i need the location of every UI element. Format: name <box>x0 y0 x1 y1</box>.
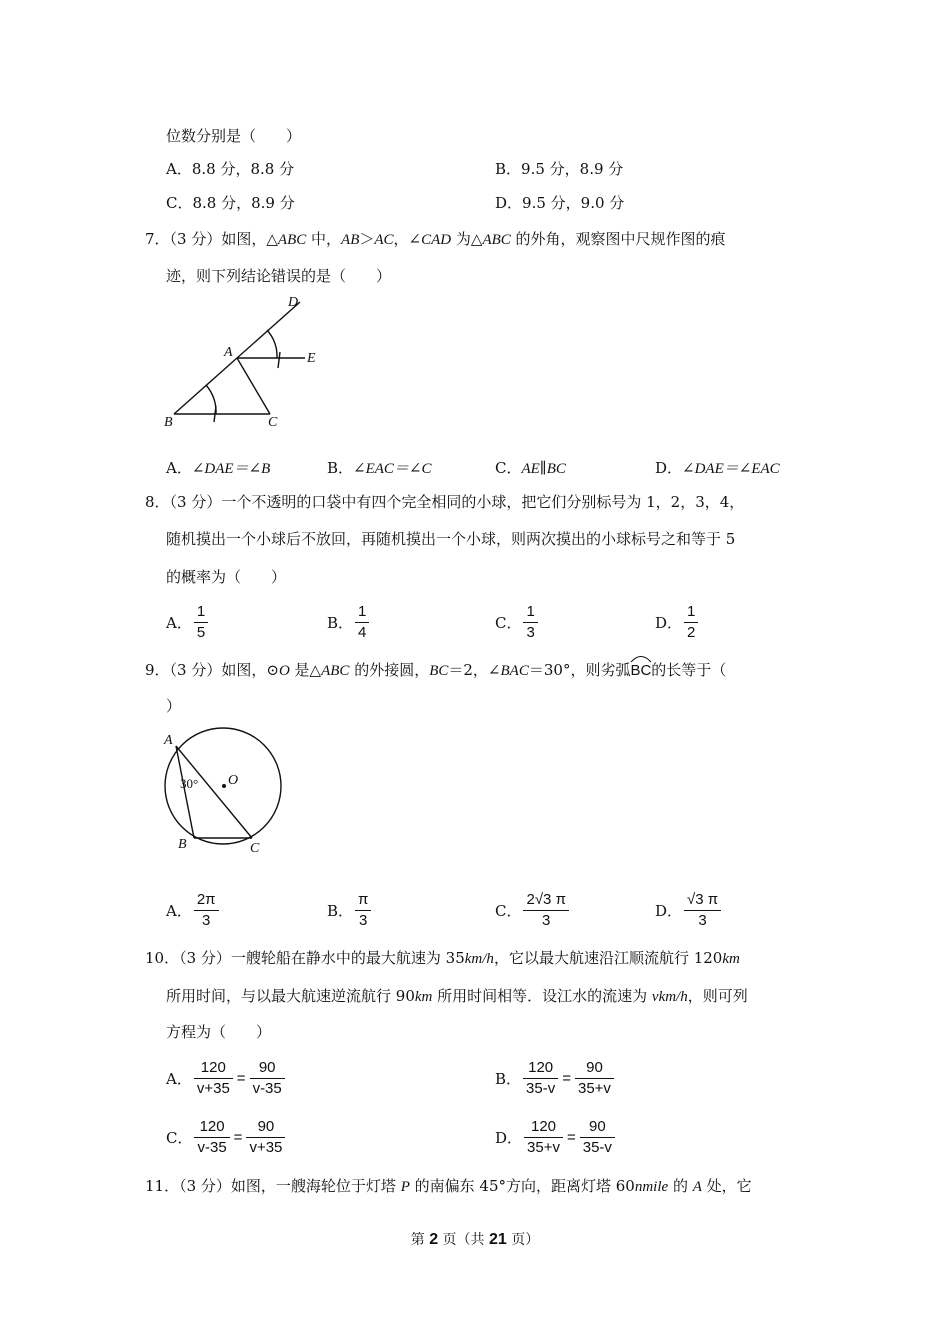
fraction <box>246 1117 285 1158</box>
q11-number: 11． <box>145 1177 180 1195</box>
fraction <box>523 602 537 643</box>
q11-math: nmile <box>634 1179 669 1195</box>
denominator: 5 <box>196 624 206 641</box>
denominator: 3 <box>526 624 535 641</box>
fraction <box>524 1117 563 1158</box>
q9-text: ＝2，∠ <box>448 661 501 679</box>
denominator: 35-v <box>582 1139 612 1156</box>
label-b: B <box>164 415 173 430</box>
option-letter: B． <box>495 1070 522 1088</box>
q10-math: km <box>414 989 433 1005</box>
numerator: 2π <box>194 890 219 911</box>
denominator: 2 <box>687 624 696 641</box>
q9-score: （3 分） <box>169 661 222 679</box>
denominator: v-35 <box>197 1139 227 1156</box>
denominator: 4 <box>358 624 367 641</box>
equals-sign: = <box>236 1070 246 1087</box>
label-a: A <box>164 733 173 748</box>
fraction <box>250 1058 285 1099</box>
q8-text: 一个不透明的口袋中有四个完全相同的小球，把它们分别标号为 1，2，3，4， <box>221 493 745 511</box>
option-letter: A． <box>166 614 192 632</box>
q7-math: AC <box>374 232 394 248</box>
q7-text: ＞ <box>359 230 375 248</box>
q8-stem-line1 <box>145 492 744 512</box>
q7-option-c[interactable] <box>495 458 566 479</box>
q8-option-c[interactable] <box>495 602 540 643</box>
option-text: AE∥BC <box>521 461 566 477</box>
q8-option-d[interactable] <box>655 602 700 643</box>
fraction <box>194 1117 229 1158</box>
line-ac <box>176 746 252 838</box>
numerator: 2√3 π <box>523 890 568 911</box>
fraction <box>580 1117 615 1158</box>
arc-label: BC <box>630 662 652 679</box>
q10-stem-line2 <box>166 986 748 1007</box>
q8-option-a[interactable] <box>166 602 210 643</box>
q10-math: vkm/h <box>651 989 688 1005</box>
q11-math: A <box>692 1179 702 1195</box>
arc-mark-icon <box>630 653 652 663</box>
q9-stem-line2: ） <box>166 697 182 715</box>
q7-math: ABC <box>482 232 511 248</box>
q10-option-d[interactable] <box>495 1117 617 1158</box>
option-letter: D． <box>655 459 683 477</box>
option-text: ∠DAE＝∠EAC <box>682 461 780 477</box>
q7-math: ABC <box>277 232 307 248</box>
q10-text: ，则可列 <box>687 987 748 1005</box>
denominator: 35-v <box>526 1080 556 1097</box>
q11-math: P <box>400 1179 410 1195</box>
q9-text: 的长等于（ <box>651 661 727 679</box>
q7-math: CAD <box>421 232 452 248</box>
q6-option-a[interactable]: A．8.8 分，8.8 分 <box>166 160 295 178</box>
label-c: C <box>268 415 278 430</box>
fraction <box>684 890 721 931</box>
q9-text: 如图，⊙ <box>221 661 279 679</box>
label-c: C <box>250 841 260 856</box>
label-a: A <box>224 345 233 360</box>
numerator: 90 <box>250 1058 285 1079</box>
q8-option-b[interactable] <box>327 602 371 643</box>
q11-stem-line1 <box>145 1176 752 1197</box>
option-text: ∠DAE＝∠B <box>191 461 271 477</box>
q7-text: ，∠ <box>393 230 422 248</box>
fraction <box>575 1058 614 1099</box>
equals-sign: = <box>233 1129 243 1146</box>
q7-score: （3 分） <box>169 230 222 248</box>
q9-math: BAC <box>500 663 529 679</box>
footer-text: 页） <box>506 1232 540 1248</box>
label-b: B <box>178 837 187 852</box>
option-letter: C． <box>495 614 522 632</box>
option-letter: B． <box>327 614 354 632</box>
arc-bc <box>630 661 651 681</box>
q7-text: 如图，△ <box>221 230 278 248</box>
q6-option-b[interactable]: B．9.5 分，8.9 分 <box>495 160 624 178</box>
q10-text: ，它以最大航速沿江顺流航行 120 <box>493 949 723 967</box>
q7-math: AB <box>341 232 360 248</box>
option-letter: A． <box>166 459 192 477</box>
numerator: 120 <box>524 1117 563 1138</box>
q6-option-c[interactable]: C．8.8 分，8.9 分 <box>166 194 295 212</box>
q9-text: 是△ <box>289 661 322 679</box>
q10-score: （3 分） <box>179 949 231 967</box>
center-dot <box>222 784 226 788</box>
option-text: ∠EAC＝∠C <box>353 461 432 477</box>
q9-option-b[interactable] <box>327 890 373 931</box>
q10-stem-line3: 方程为（ ） <box>166 1023 272 1041</box>
q9-stem-line1 <box>145 660 726 681</box>
option-letter: D． <box>655 614 683 632</box>
q7-option-d[interactable] <box>655 458 780 479</box>
q9-option-d[interactable] <box>655 890 723 931</box>
numerator: 120 <box>194 1058 233 1079</box>
q9-option-a[interactable] <box>166 890 221 931</box>
q7-text: 中， <box>306 230 342 248</box>
denominator: 35+v <box>527 1139 560 1156</box>
line-ac <box>237 358 270 414</box>
numerator: 1 <box>355 602 369 623</box>
numerator: 90 <box>580 1117 615 1138</box>
q9-text: ＝30°，则劣弧 <box>528 661 631 679</box>
numerator: 1 <box>684 602 698 623</box>
q9-math: O <box>278 663 290 679</box>
label-d: D <box>288 295 299 310</box>
numerator: 90 <box>575 1058 614 1079</box>
q10-text: 所用时间，与以最大航速逆流航行 90 <box>166 987 415 1005</box>
total-pages: 21 <box>489 1231 507 1248</box>
denominator: 3 <box>698 912 707 929</box>
option-letter: A． <box>166 1070 192 1088</box>
option-letter: B． <box>327 459 354 477</box>
q10-option-c[interactable] <box>166 1117 287 1158</box>
option-letter: D． <box>655 902 683 920</box>
numerator: 90 <box>246 1117 285 1138</box>
denominator: 3 <box>202 912 211 929</box>
q9-option-c[interactable] <box>495 890 571 931</box>
q9-text: 的外接圆， <box>349 661 430 679</box>
q6-option-d[interactable]: D．9.5 分，9.0 分 <box>495 194 625 212</box>
q7-figure <box>160 292 330 434</box>
q8-score: （3 分） <box>169 493 222 511</box>
q10-stem-line1 <box>145 948 740 969</box>
numerator: 1 <box>523 602 537 623</box>
q10-text: 一艘轮船在静水中的最大航速为 35 <box>230 949 465 967</box>
q7-option-b[interactable] <box>327 458 432 479</box>
page-number: 2 <box>429 1231 439 1248</box>
option-letter: C． <box>495 902 522 920</box>
fraction <box>523 1058 558 1099</box>
q11-score: （3 分） <box>179 1177 231 1195</box>
q9-number: 9． <box>145 661 170 679</box>
q7-stem-line2: 迹，则下列结论错误的是（ ） <box>166 267 392 285</box>
label-o: O <box>228 773 239 788</box>
label-e: E <box>307 351 316 366</box>
numerator: √3 π <box>684 890 721 911</box>
option-letter: C． <box>495 459 522 477</box>
fraction <box>684 602 698 643</box>
q8-stem-line3: 的概率为（ ） <box>166 568 287 586</box>
page-footer <box>0 1229 950 1249</box>
equals-sign: = <box>562 1070 571 1087</box>
q11-text: 的 <box>668 1177 693 1195</box>
q11-text: 的南偏东 45°方向，距离灯塔 60 <box>409 1177 635 1195</box>
denominator: 3 <box>359 912 368 929</box>
tick-b <box>214 406 216 422</box>
numerator: π <box>355 890 371 911</box>
denominator: 3 <box>542 912 551 929</box>
denominator: v+35 <box>196 1080 230 1097</box>
q11-text: 如图，一艘海轮位于灯塔 <box>230 1177 401 1195</box>
q10-math: km/h <box>464 951 494 967</box>
q10-number: 10． <box>145 949 180 967</box>
option-letter: D． <box>495 1129 523 1147</box>
q10-text: 所用时间相等．设江水的流速为 <box>432 987 652 1005</box>
q7-stem-line1 <box>145 229 726 250</box>
q8-number: 8． <box>145 493 170 511</box>
equals-sign: = <box>566 1129 576 1146</box>
q9-figure <box>160 726 290 856</box>
arc-at-b <box>206 385 216 414</box>
footer-text: 页（共 <box>438 1232 489 1248</box>
numerator: 120 <box>523 1058 558 1079</box>
q10-option-a[interactable] <box>166 1058 287 1099</box>
q11-text: 处，它 <box>701 1177 752 1195</box>
q8-stem-line2: 随机摸出一个小球后不放回，再随机摸出一个小球，则两次摸出的小球标号之和等于 5 <box>166 530 736 548</box>
q7-number: 7． <box>145 230 170 248</box>
arc-at-a <box>267 330 277 358</box>
fraction <box>194 1058 233 1099</box>
numerator: 1 <box>194 602 208 623</box>
denominator: v+35 <box>249 1139 283 1156</box>
q10-math: km <box>722 951 740 967</box>
denominator: 35+v <box>577 1080 611 1097</box>
q7-option-a[interactable] <box>166 458 270 479</box>
fraction <box>194 602 208 643</box>
fraction <box>523 890 568 931</box>
option-letter: A． <box>166 902 192 920</box>
footer-text: 第 <box>410 1232 430 1248</box>
numerator: 120 <box>194 1117 229 1138</box>
denominator: v-35 <box>252 1080 282 1097</box>
q9-math: ABC <box>321 663 350 679</box>
q7-text: 的外角，观察图中尺规作图的痕 <box>510 230 726 248</box>
q6-text: 位数分别是（ ） <box>166 127 302 145</box>
q9-math: BC <box>429 663 449 679</box>
fraction <box>355 602 369 643</box>
label-angle: 30° <box>180 776 199 791</box>
fraction <box>194 890 219 931</box>
q10-option-b[interactable] <box>495 1058 616 1099</box>
tick-e <box>278 352 280 368</box>
q7-text: 为△ <box>451 230 483 248</box>
fraction <box>355 890 371 931</box>
option-letter: B． <box>327 902 354 920</box>
option-letter: C． <box>166 1129 193 1147</box>
